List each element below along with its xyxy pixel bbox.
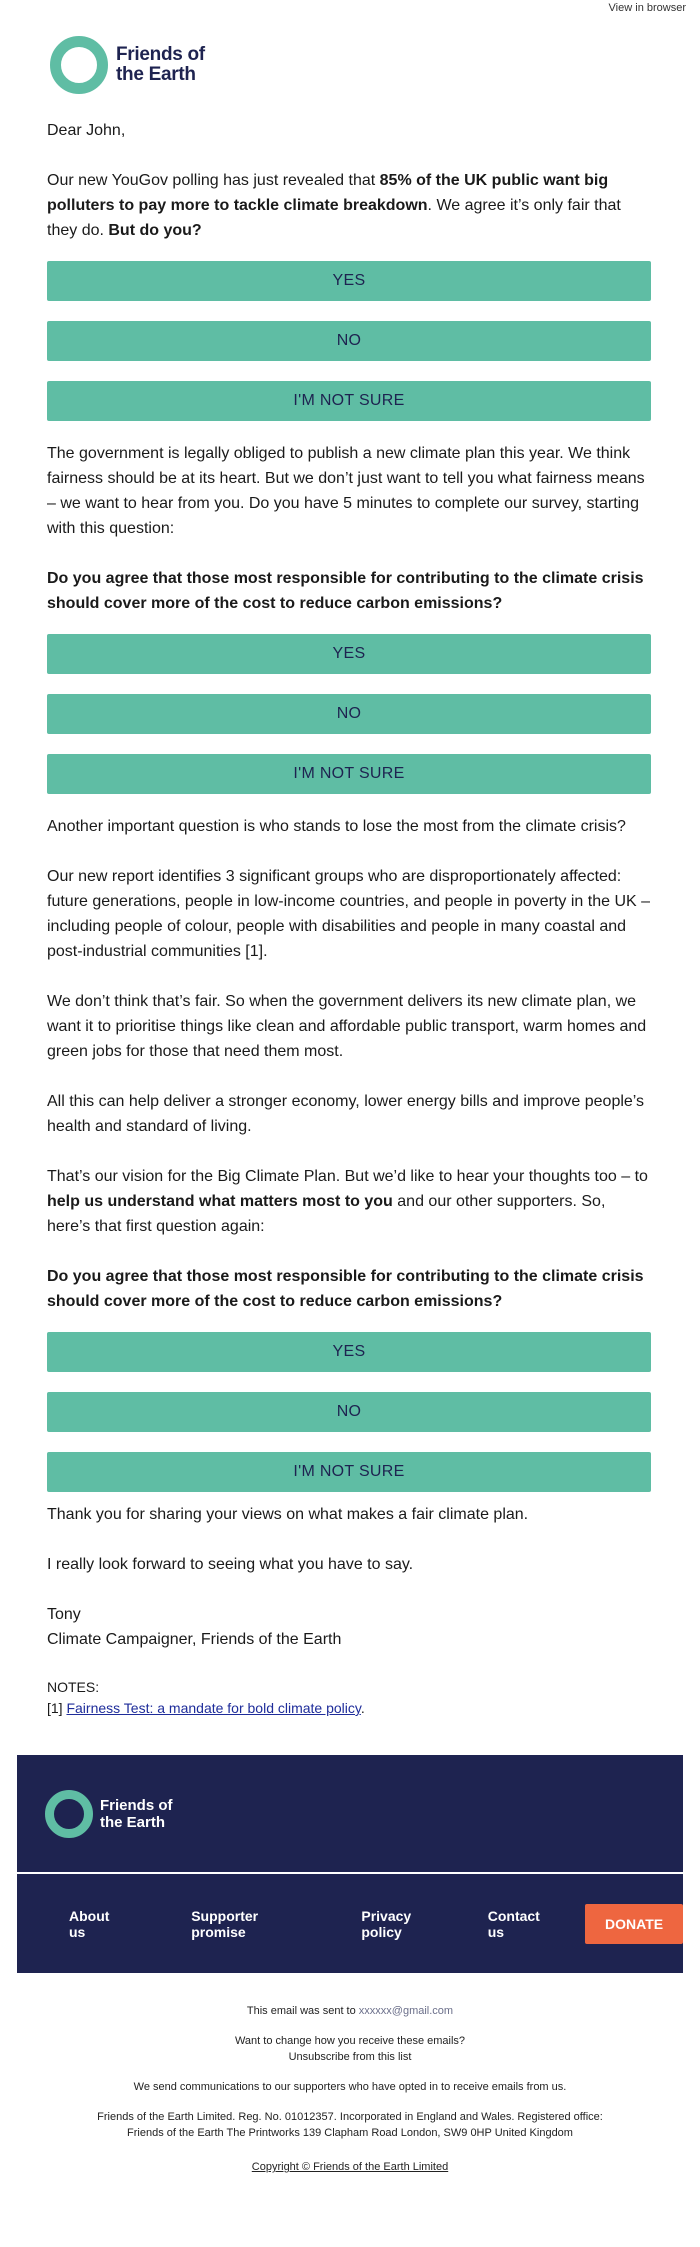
footer-link-privacy-policy[interactable]: Privacy policy	[361, 1907, 412, 1940]
no-button[interactable]: NO	[47, 1392, 651, 1432]
survey-question: Do you agree that those most responsible for contributing to the climate crisis should cover more of the cost to reduce carbon emissions?	[47, 570, 644, 612]
vision-text-2: and our other supporters. So, here’s that first question again:	[47, 1193, 606, 1235]
no-button[interactable]: NO	[47, 321, 651, 361]
another-question-paragraph: Another important question is who stands to lose the most from the climate crisis?	[47, 818, 626, 835]
yes-button[interactable]: YES	[47, 634, 651, 674]
note-item	[47, 1698, 653, 1719]
note-ref: [1]	[47, 1700, 67, 1716]
not-sure-button[interactable]: I'M NOT SURE	[47, 381, 651, 421]
survey-buttons-3	[47, 1332, 653, 1492]
note-end: .	[360, 1700, 365, 1716]
notes	[47, 1677, 653, 1719]
logo-line-2: the Earth	[116, 64, 196, 85]
footer-link-supporter-promise[interactable]: Supporter promise	[191, 1907, 259, 1940]
recipient-email[interactable]: xxxxxx@gmail.com	[358, 2005, 454, 2017]
report-paragraph: Our new report identifies 3 significant groups who are disproportionately affected: future generations, people in low-income countries, and people in poverty in the UK – including people of colour, people with disabilities and people in many coastal and post-industrial communities [1].	[47, 868, 651, 960]
footer-logo-wordmark	[100, 1797, 173, 1831]
vision-text: That’s our vision for the Big Climate Plan. But we’d like to hear your thoughts too – to	[47, 1168, 648, 1185]
fairness-paragraph: We don’t think that’s fair. So when the government delivers its new climate plan, we want it to prioritise things like clean and affordable public transport, warm homes and green jobs for those that need them most.	[47, 993, 647, 1060]
yes-button[interactable]: YES	[47, 1332, 651, 1372]
change-preferences-text: Want to change how you receive these emails?	[234, 2035, 466, 2047]
economy-paragraph: All this can help deliver a stronger economy, lower energy bills and improve people’s health and standard of living.	[47, 1093, 645, 1135]
greeting: Dear John,	[47, 122, 126, 139]
footer-logo-line-2: the Earth	[100, 1813, 166, 1831]
signature-title: Climate Campaigner, Friends of the Earth	[47, 1631, 342, 1648]
legal-line-2: Friends of the Earth The Printworks 139 Clapham Road London, SW9 0HP United Kingdom	[127, 2127, 573, 2139]
intro-text-2: . We agree it’s only fair that they do.	[47, 197, 621, 239]
intro-question: But do you?	[108, 222, 202, 239]
notes-heading: NOTES:	[47, 1679, 100, 1695]
signature	[47, 1602, 653, 1652]
donate-button[interactable]: DONATE	[585, 1904, 683, 1944]
copyright-link[interactable]: Copyright © Friends of the Earth Limited	[251, 2161, 449, 2173]
footer-banner	[17, 1755, 683, 1973]
legal-line-1: Friends of the Earth Limited. Reg. No. 01012357. Incorporated in England and Wales. Registered office:	[97, 2111, 603, 2123]
footer-fine-print	[0, 2003, 700, 2175]
intro-highlight: 85% of the UK public want big polluters to pay more to tackle climate breakdown	[47, 172, 609, 214]
forward-paragraph: I really look forward to seeing what you have to say.	[47, 1556, 414, 1573]
fairness-test-link[interactable]: Fairness Test: a mandate for bold climate policy	[66, 1700, 361, 1716]
logo-ring-icon	[50, 36, 108, 94]
intro-text: Our new YouGov polling has just revealed that	[47, 172, 380, 189]
survey-question-repeat: Do you agree that those most responsible for contributing to the climate crisis should cover more of the cost to reduce carbon emissions?	[47, 1268, 644, 1310]
sent-to-label: This email was sent to	[246, 2005, 359, 2017]
topbar	[0, 0, 700, 20]
view-in-browser-link[interactable]: View in browser	[608, 2, 686, 14]
email-body	[47, 34, 653, 1719]
unsubscribe-link[interactable]: Unsubscribe from this list	[288, 2051, 412, 2063]
footer-nav	[17, 1874, 683, 1973]
thanks-paragraph: Thank you for sharing your views on what makes a fair climate plan.	[47, 1506, 529, 1523]
yes-button[interactable]: YES	[47, 261, 651, 301]
survey-buttons-2	[47, 634, 653, 794]
brand-logo[interactable]	[47, 34, 653, 96]
footer-logo-ring-icon	[45, 1790, 93, 1838]
not-sure-button[interactable]: I'M NOT SURE	[47, 754, 651, 794]
government-paragraph: The government is legally obliged to publish a new climate plan this year. We think fairness should be at its heart. But we don’t just want to tell you what fairness means – we want to hear from you. Do you have 5 minutes to complete our survey, starting with this question:	[47, 445, 645, 537]
no-button[interactable]: NO	[47, 694, 651, 734]
not-sure-button[interactable]: I'M NOT SURE	[47, 1452, 651, 1492]
sent-to-line	[0, 2003, 700, 2019]
footer-link-about-us[interactable]: About us	[69, 1907, 110, 1940]
logo-line-1: Friends of	[116, 44, 205, 65]
footer-logo-line-1: Friends of	[100, 1796, 173, 1814]
footer-logo[interactable]	[17, 1755, 683, 1874]
signature-name: Tony	[47, 1606, 81, 1623]
optin-text: We send communications to our supporters who have opted in to receive emails from us.	[133, 2081, 567, 2093]
vision-highlight: help us understand what matters most to you	[47, 1193, 393, 1210]
logo-wordmark	[116, 45, 205, 85]
vision-paragraph	[47, 1164, 653, 1239]
footer-link-contact-us[interactable]: Contact us	[487, 1907, 540, 1940]
survey-buttons-1	[47, 261, 653, 421]
intro-paragraph	[47, 168, 653, 243]
